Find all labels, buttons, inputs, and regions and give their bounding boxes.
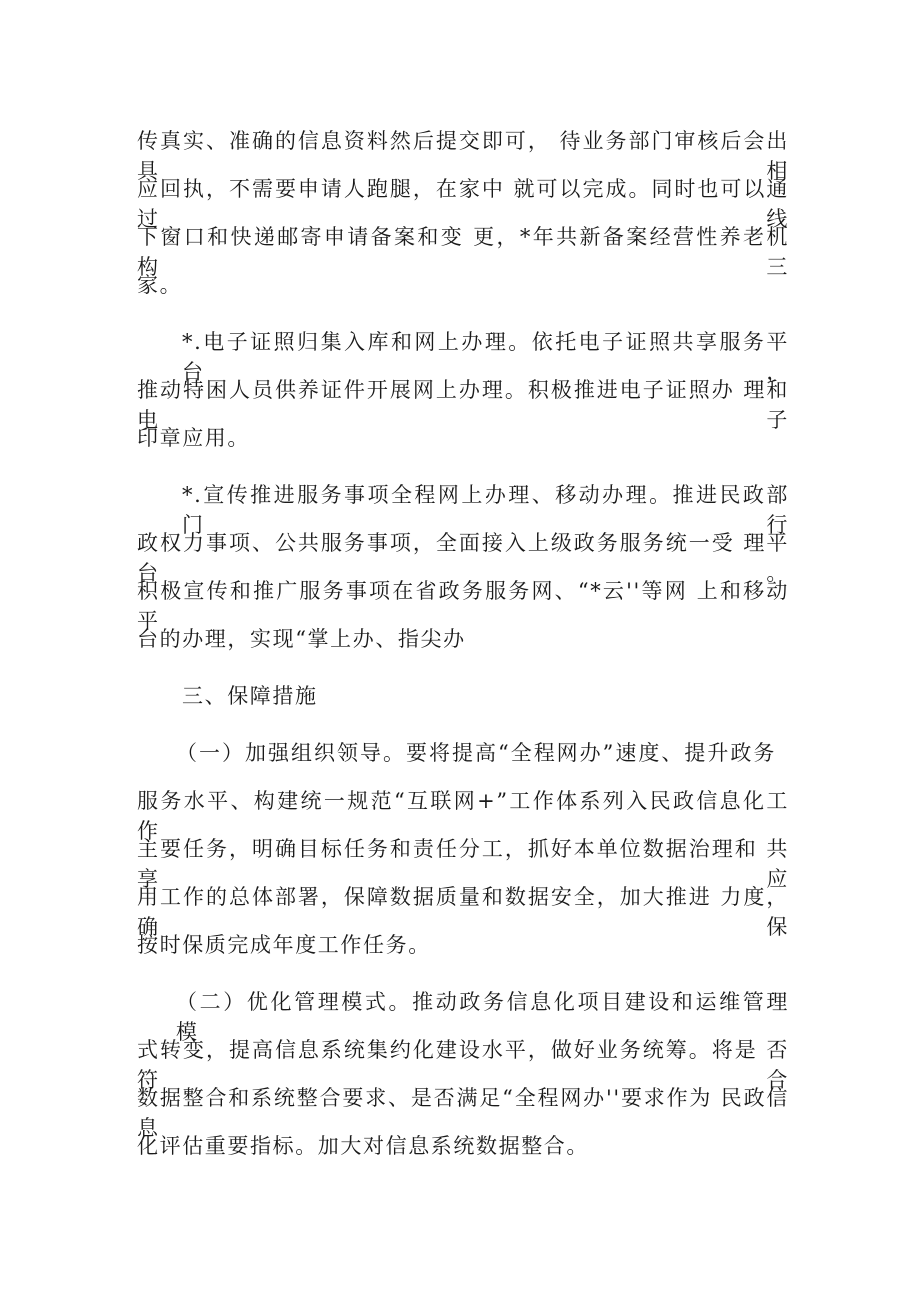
paragraph-line: 积极宣传和推广服务事项在省政务服务网、“*云''等网 上和移动平 bbox=[137, 579, 789, 633]
paragraph-line: 数据整合和系统整合要求、是否满足“全程网办''要求作为 民政信息 bbox=[137, 1086, 789, 1140]
paragraph-line: 应回执，不需要申请人跑腿，在家中 就可以完成。同时也可以通过线 bbox=[137, 177, 789, 231]
paragraph-line: 家。 bbox=[137, 273, 183, 297]
paragraph-line: 用工作的总体部署，保障数据质量和数据安全，加大推进 力度，确保 bbox=[137, 885, 789, 939]
paragraph-line: 下窗口和快递邮寄申请备案和变 更，*年共新备案经营性养老机构三 bbox=[137, 225, 789, 279]
paragraph-line: 式转变，提高信息系统集约化建设水平，做好业务统筹。将是 否符合 bbox=[137, 1038, 789, 1092]
paragraph-line: 推动特困人员供养证件开展网上办理。积极推进电子证照办 理和电子 bbox=[137, 378, 789, 432]
paragraph-line: *.宣传推进服务事项全程网上办理、移动办理。推进民政部 门行 bbox=[182, 483, 789, 537]
paragraph-line: 按时保质完成年度工作任务。 bbox=[137, 933, 431, 957]
section-heading: 三、保障措施 bbox=[182, 684, 318, 708]
paragraph-line: 政权力事项、公共服务事项，全面接入上级政务服务统一受 理平台。 bbox=[137, 531, 789, 585]
paragraph-line: *.电子证照归集入库和网上办理。依托电子证照共享服务平 台， bbox=[182, 330, 789, 384]
paragraph-line: 印章应用。 bbox=[137, 426, 250, 450]
paragraph-line: 主要任务，明确目标任务和责任分工，抓好本单位数据治理和 共享应 bbox=[137, 837, 789, 891]
paragraph-line: 化评估重要指标。加大对信息系统数据整合。 bbox=[137, 1134, 589, 1158]
paragraph-line: （二）优化管理模式。推动政务信息化项目建设和运维管理 模 bbox=[176, 990, 789, 1044]
paragraph-line: （一）加强组织领导。要将提高“全程网办”速度、提升政务 bbox=[176, 741, 776, 765]
paragraph-line: 台的办理，实现“掌上办、指尖办 bbox=[137, 627, 466, 651]
paragraph-line: 服务水平、构建统一规范“互联网+”工作体系列入民政信息化工 作 bbox=[137, 789, 789, 843]
paragraph-line: 传真实、准确的信息资料然后提交即可， 待业务部门审核后会出具相 bbox=[137, 129, 789, 183]
